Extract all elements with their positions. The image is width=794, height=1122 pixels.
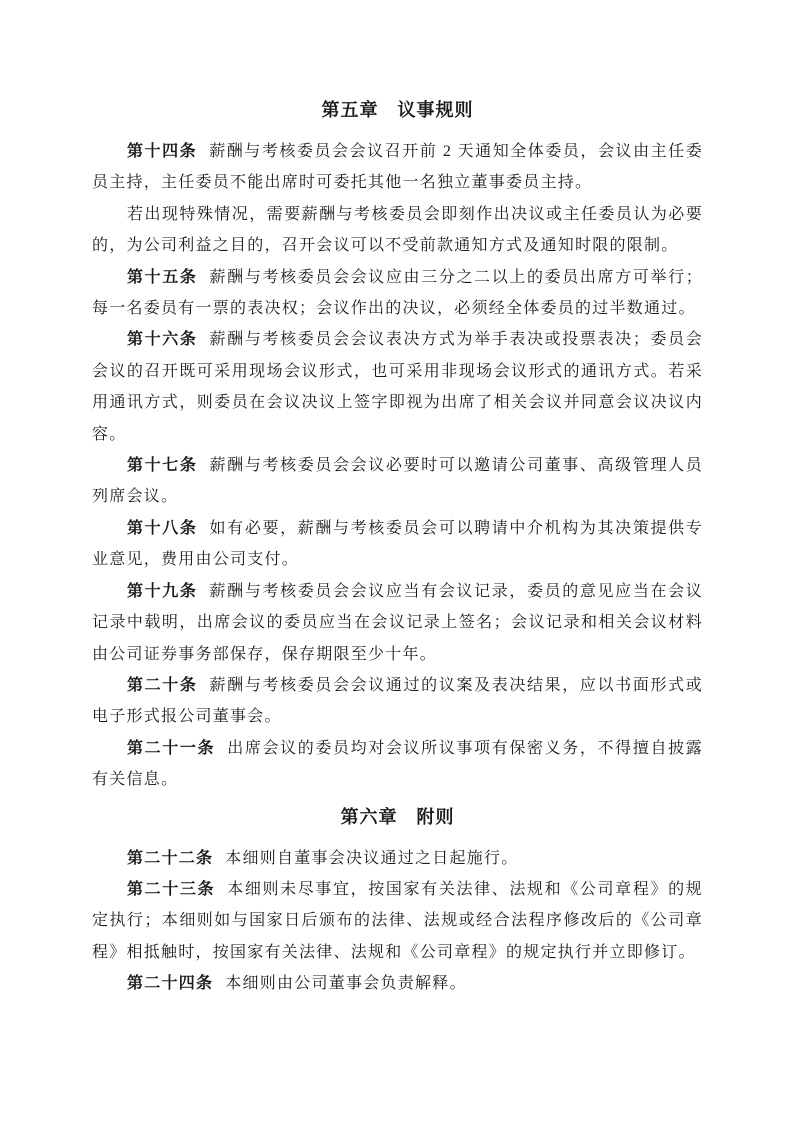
article-16 <box>92 324 703 450</box>
article-14-continuation <box>92 199 703 262</box>
article-22-text: 本细则自董事会决议通过之日起施行。 <box>225 849 519 867</box>
article-14-continuation-text: 若出现特殊情况，需要薪酬与考核委员会即刻作出决议或主任委员认为必要的，为公司利益之目的，召开会议可以不受前款通知方式及通知时限的限制。 <box>92 205 703 255</box>
article-21-label: 第二十一条 <box>127 739 216 757</box>
article-20-text: 薪酬与考核委员会会议通过的议案及表决结果，应以书面形式或电子形式报公司董事会。 <box>92 676 703 726</box>
chapter-5-heading: 第五章 议事规则 <box>321 100 474 120</box>
article-17 <box>92 450 703 513</box>
article-23-text: 本细则未尽事宜，按国家有关法律、法规和《公司章程》的规定执行；本细则如与国家日后颁布的法律、法规或经合法程序修改后的《公司章程》相抵触时，按国家有关法律、法规和《公司章程》的规定执行并立即修订。 <box>92 880 703 961</box>
article-15-label: 第十五条 <box>127 268 198 286</box>
article-17-text: 薪酬与考核委员会会议必要时可以邀请公司董事、高级管理人员列席会议。 <box>92 457 703 506</box>
article-21 <box>92 733 703 796</box>
article-14-label: 第十四条 <box>127 143 198 160</box>
article-19 <box>92 576 703 670</box>
chapter-6-heading: 第六章 附则 <box>340 806 455 827</box>
article-17-label: 第十七条 <box>127 457 198 475</box>
article-14 <box>92 136 703 199</box>
article-22 <box>92 843 703 874</box>
article-18 <box>92 513 703 576</box>
article-24 <box>92 968 703 999</box>
article-22-label: 第二十二条 <box>127 849 214 867</box>
article-16-text: 薪酬与考核委员会会议表决方式为举手表决或投票表决；委员会会议的召开既可采用现场会议形式，也可采用非现场会议形式的通讯方式。若采用通讯方式，则委员在会议决议上签字即视为出席了相关会议并同意会议决议内容。 <box>92 331 703 443</box>
article-21-text: 出席会议的委员均对会议所议事项有保密义务，不得擅自披露有关信息。 <box>92 739 703 789</box>
article-15 <box>92 262 703 325</box>
article-23-label: 第二十三条 <box>127 880 216 898</box>
article-20 <box>92 670 703 733</box>
article-24-label: 第二十四条 <box>127 975 214 993</box>
article-19-text: 薪酬与考核委员会会议应当有会议记录，委员的意见应当在会议记录中载明，出席会议的委员应当在会议记录上签名；会议记录和相关会议材料由公司证券事务部保存，保存期限至少十年。 <box>92 582 703 663</box>
article-18-text: 如有必要，薪酬与考核委员会可以聘请中介机构为其决策提供专业意见，费用由公司支付。 <box>92 519 703 569</box>
article-20-label: 第二十条 <box>127 676 198 694</box>
article-19-label: 第十九条 <box>127 582 198 600</box>
article-15-text: 薪酬与考核委员会会议应由三分之二以上的委员出席方可举行；每一名委员有一票的表决权；会议作出的决议，必须经全体委员的过半数通过。 <box>92 268 703 318</box>
article-14-text: 薪酬与考核委员会会议召开前 2 天通知全体委员，会议由主任委员主持，主任委员不能出席时可委托其他一名独立董事委员主持。 <box>92 143 703 192</box>
article-23 <box>92 874 703 968</box>
article-24-text: 本细则由公司董事会负责解释。 <box>225 975 467 993</box>
article-18-label: 第十八条 <box>127 519 198 537</box>
article-16-label: 第十六条 <box>127 331 198 349</box>
